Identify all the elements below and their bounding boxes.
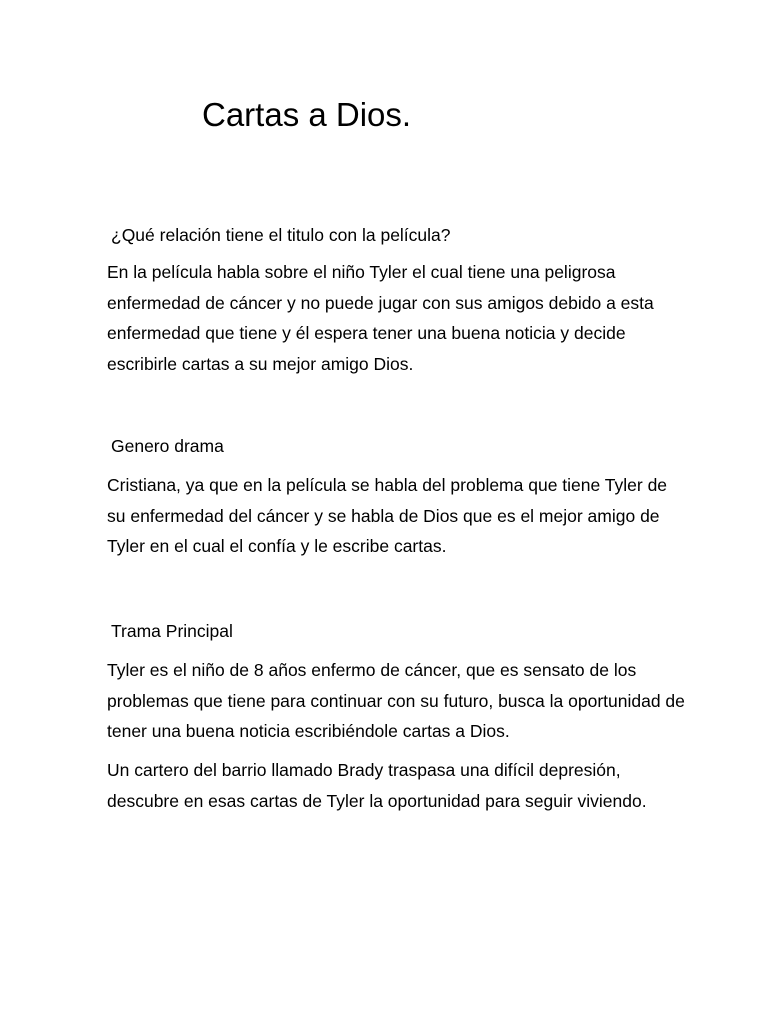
paragraph-relation xyxy=(107,257,687,379)
section-relation-body xyxy=(107,257,687,379)
section-genre xyxy=(107,431,687,462)
section-heading: ¿Qué relación tiene el titulo con la película? xyxy=(111,225,451,245)
section-genre-body xyxy=(107,470,687,562)
document-title: Cartas a Dios. xyxy=(202,96,412,133)
section-heading: Genero drama xyxy=(111,436,224,456)
paragraph-plot-1: Tyler es el niño de 8 años enfermo de cáncer, que es sensato de los problemas que tiene para continuar con su futuro, busca la oportunidad de tener una buena noticia escribiéndole cartas a Dios. xyxy=(107,660,685,741)
section-plot-body xyxy=(107,655,687,747)
section-plot xyxy=(107,616,687,647)
paragraph-text: En la película habla sobre el niño Tyler el cual tiene una peligrosa enfermedad de cáncer y no puede jugar con sus amigos debido a esta enfermedad que tiene y él espera tener una buena noticia y decide escribirle cartas a su mejor amigo Dios. xyxy=(107,262,654,374)
paragraph-plot-2: Un cartero del barrio llamado Brady traspasa una difícil depresión, descubre en esas cartas de Tyler la oportunidad para seguir viviendo. xyxy=(107,760,647,811)
section-relation xyxy=(107,220,687,251)
section-plot-body-2 xyxy=(107,755,687,816)
section-heading: Trama Principal xyxy=(111,621,233,641)
paragraph-genre: Cristiana, ya que en la película se habla del problema que tiene Tyler de su enfermedad del cáncer y se habla de Dios que es el mejor amigo de Tyler en el cual el confía y le escribe cartas. xyxy=(107,475,668,556)
